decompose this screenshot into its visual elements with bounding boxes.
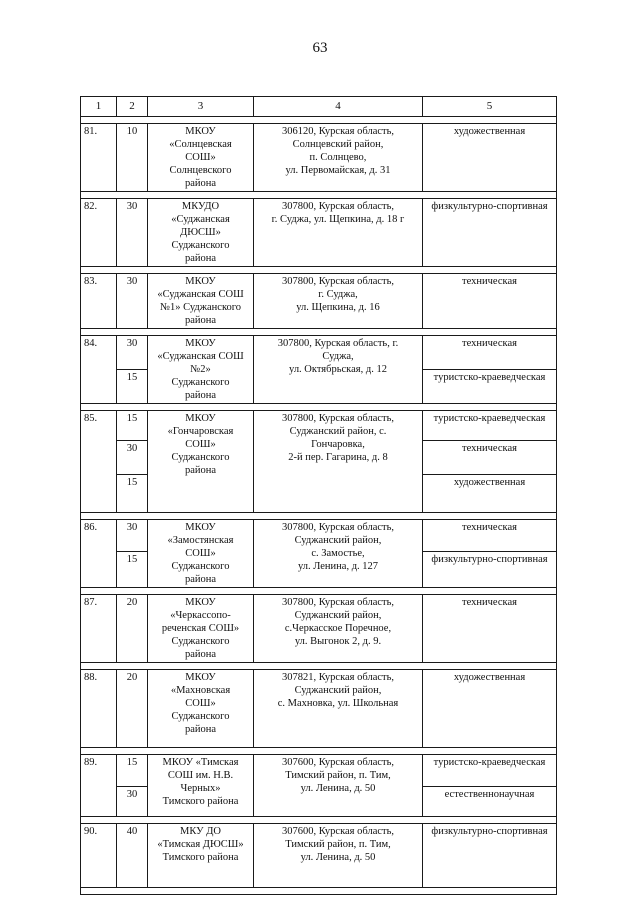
institution-name-line: СОШ» [185, 439, 216, 450]
institution-name-line: СОШ им. Н.В. [167, 770, 234, 781]
row-spacer [81, 663, 557, 670]
institution-address-line: Суджанский район, [294, 610, 382, 621]
spacer-cell [81, 329, 117, 336]
institutions-table [80, 96, 557, 895]
spacer-cell [81, 404, 117, 411]
institution-name-line: Суджанского [171, 711, 230, 722]
institution-name-line: МКОУ [185, 597, 216, 608]
header-cell-5: 5 [423, 97, 557, 117]
hours-cell: 20 [117, 670, 148, 748]
hours-cell: 30 [117, 199, 148, 267]
institution-address-line: Суджанский район, [294, 535, 382, 546]
institution-name-line: МКУ ДО [180, 826, 221, 837]
institution-address-line: 307800, Курская область, [281, 276, 395, 287]
spacer-cell [254, 588, 423, 595]
spacer-cell [148, 329, 254, 336]
spacer-cell [148, 192, 254, 199]
spacer-cell [117, 192, 148, 199]
institution-name-line: «Суджанская СОШ [157, 351, 244, 362]
table-header-row [81, 97, 557, 117]
hours-cell: 15 [117, 551, 148, 587]
spacer-cell [81, 588, 117, 595]
institution-name-line: МКОУ [185, 126, 216, 137]
spacer-cell [117, 329, 148, 336]
institution-name-line: района [184, 649, 217, 660]
hours-cell: 40 [117, 824, 148, 888]
hours-cell: 15 [117, 370, 148, 404]
row-spacer [81, 513, 557, 520]
institution-address-line: 307800, Курская область, [281, 201, 395, 212]
spacer-cell [117, 404, 148, 411]
institution-name [148, 755, 254, 817]
institution-address-line: с.Черкасское Поречное, [284, 623, 392, 634]
institution-name-line: СОШ» [185, 548, 216, 559]
institution-address [254, 520, 423, 588]
institution-name-line: МКОУ [185, 413, 216, 424]
institution-name-line: «Замостянская [167, 535, 234, 546]
spacer-cell [148, 117, 254, 124]
row-number: 82. [81, 199, 117, 267]
hours-cell: 30 [117, 274, 148, 329]
row-spacer [81, 588, 557, 595]
direction-cell: туристско-краеведческая [423, 411, 557, 441]
table-row [81, 755, 557, 787]
spacer-cell [254, 748, 423, 755]
spacer-cell [117, 117, 148, 124]
row-number: 83. [81, 274, 117, 329]
hours-cell: 15 [117, 475, 148, 513]
table-row [81, 520, 557, 552]
institution-address-line: 307800, Курская область, [281, 413, 395, 424]
institution-name-line: района [184, 724, 217, 735]
institution-address [254, 411, 423, 513]
institution-name-line: Суджанского [171, 452, 230, 463]
row-number: 84. [81, 336, 117, 404]
institution-name-line: района [184, 465, 217, 476]
institution-name-line: МКУДО [181, 201, 220, 212]
table-row [81, 670, 557, 748]
spacer-cell [423, 663, 557, 670]
row-number: 90. [81, 824, 117, 888]
row-spacer [81, 192, 557, 199]
institution-address-line: ул. Ленина, д. 50 [300, 852, 376, 863]
institution-name-line: ДЮСШ» [180, 227, 221, 238]
row-spacer [81, 748, 557, 755]
institution-address-line: ул. Выгонок 2, д. 9. [294, 636, 382, 647]
institution-address-line: ул. Первомайская, д. 31 [285, 165, 391, 176]
hours-cell: 10 [117, 124, 148, 192]
institution-address [254, 124, 423, 192]
spacer-cell [148, 817, 254, 824]
institution-name-line: «Суджанская [171, 214, 230, 225]
row-number: 85. [81, 411, 117, 513]
institution-name [148, 274, 254, 329]
spacer-cell [81, 888, 117, 895]
spacer-cell [423, 267, 557, 274]
spacer-cell [148, 588, 254, 595]
spacer-cell [117, 748, 148, 755]
institution-address-line: Гончаровка, [311, 439, 365, 450]
institution-address-line: п. Солнцево, [309, 152, 367, 163]
institution-address [254, 274, 423, 329]
spacer-cell [423, 817, 557, 824]
institution-address-line: Солнцевский район, [292, 139, 384, 150]
institution-name-line: МКОУ [185, 522, 216, 533]
row-spacer [81, 888, 557, 895]
spacer-cell [148, 267, 254, 274]
row-number: 89. [81, 755, 117, 817]
spacer-cell [148, 513, 254, 520]
spacer-cell [117, 817, 148, 824]
institution-address-line: 307800, Курская область, [281, 522, 395, 533]
institution-name-line: «Гончаровская [167, 426, 234, 437]
row-spacer [81, 404, 557, 411]
institution-address [254, 595, 423, 663]
institution-address-line: 306120, Курская область, [281, 126, 395, 137]
institution-name-line: МКОУ [185, 672, 216, 683]
hours-cell: 15 [117, 411, 148, 441]
institution-address-line: ул. Ленина, д. 127 [297, 561, 379, 572]
institution-address [254, 670, 423, 748]
direction-cell: техническая [423, 441, 557, 475]
hours-cell: 30 [117, 520, 148, 552]
header-cell-4: 4 [254, 97, 423, 117]
hours-cell: 30 [117, 336, 148, 370]
spacer-cell [148, 888, 254, 895]
institution-address-line: Суджанский район, [294, 685, 382, 696]
institution-address-line: 307600, Курская область, [281, 826, 395, 837]
spacer-cell [117, 513, 148, 520]
institution-name [148, 824, 254, 888]
institution-address-line: 2-й пер. Гагарина, д. 8 [288, 452, 388, 463]
institution-name-line: Суджанского [171, 561, 230, 572]
spacer-cell [254, 117, 423, 124]
direction-cell: туристско-краеведческая [423, 755, 557, 787]
institution-name-line: «Черкассопо- [170, 610, 231, 621]
institution-name [148, 670, 254, 748]
header-cell-3: 3 [148, 97, 254, 117]
institution-name-line: Суджанского [171, 240, 230, 251]
institution-name-line: «Тимская ДЮСШ» [157, 839, 244, 850]
spacer-cell [81, 192, 117, 199]
direction-cell: техническая [423, 595, 557, 663]
institution-name-line: Тимского района [162, 796, 239, 807]
direction-cell: художественная [423, 124, 557, 192]
institution-name-line: Суджанского [171, 377, 230, 388]
spacer-cell [423, 192, 557, 199]
direction-cell: физкультурно-спортивная [423, 824, 557, 888]
institution-name-line: района [184, 253, 217, 264]
spacer-cell [254, 513, 423, 520]
institution-address-line: 307821, Курская область, [281, 672, 395, 683]
spacer-cell [117, 663, 148, 670]
institution-name-line: МКОУ [185, 276, 216, 287]
header-cell-2: 2 [117, 97, 148, 117]
row-spacer [81, 329, 557, 336]
institution-name-line: МКОУ [185, 338, 216, 349]
direction-cell: художественная [423, 670, 557, 748]
institution-name-line: реченская СОШ» [161, 623, 240, 634]
table-row [81, 595, 557, 663]
row-number: 86. [81, 520, 117, 588]
institution-name-line: «Солнцевская [169, 139, 232, 150]
spacer-cell [81, 748, 117, 755]
spacer-cell [81, 663, 117, 670]
institution-name-line: №2» [190, 364, 211, 375]
row-spacer [81, 817, 557, 824]
institution-address [254, 824, 423, 888]
institution-address [254, 199, 423, 267]
spacer-cell [81, 817, 117, 824]
institution-name [148, 336, 254, 404]
row-spacer [81, 267, 557, 274]
spacer-cell [254, 888, 423, 895]
institution-name-line: «Махновская [170, 685, 231, 696]
spacer-cell [81, 267, 117, 274]
institution-address [254, 336, 423, 404]
institution-name-line: района [184, 315, 217, 326]
spacer-cell [81, 513, 117, 520]
table-row [81, 199, 557, 267]
institution-name-line: района [184, 390, 217, 401]
institution-address-line: Тимский район, п. Тим, [285, 770, 391, 781]
institution-address-line: с. Замостье, [311, 548, 365, 559]
institution-name-line: СОШ» [185, 152, 216, 163]
spacer-cell [423, 888, 557, 895]
page-number: 63 [312, 40, 328, 56]
spacer-cell [423, 588, 557, 595]
institution-name-line: Черных» [180, 783, 221, 794]
table-row [81, 124, 557, 192]
institution-address-line: ул. Щепкина, д. 16 [296, 302, 380, 313]
spacer-cell [254, 404, 423, 411]
spacer-cell [148, 663, 254, 670]
institution-name-line: СОШ» [185, 698, 216, 709]
institution-address-line: с. Махновка, ул. Школьная [277, 698, 399, 709]
direction-cell: техническая [423, 520, 557, 552]
spacer-cell [254, 663, 423, 670]
header-cell-1: 1 [81, 97, 117, 117]
institution-address-line: ул. Ленина, д. 50 [300, 783, 376, 794]
hours-cell: 20 [117, 595, 148, 663]
row-spacer [81, 117, 557, 124]
institution-address-line: Тимский район, п. Тим, [285, 839, 391, 850]
spacer-cell [423, 329, 557, 336]
institution-name-line: района [184, 574, 217, 585]
spacer-cell [423, 748, 557, 755]
institution-name [148, 520, 254, 588]
table-row [81, 274, 557, 329]
institution-address-line: 307800, Курская область, г. [277, 338, 399, 349]
spacer-cell [423, 404, 557, 411]
spacer-cell [254, 192, 423, 199]
spacer-cell [254, 329, 423, 336]
institution-address-line: 307800, Курская область, [281, 597, 395, 608]
institution-address-line: 307600, Курская область, [281, 757, 395, 768]
spacer-cell [148, 748, 254, 755]
institution-address [254, 755, 423, 817]
direction-cell: физкультурно-спортивная [423, 551, 557, 587]
hours-cell: 30 [117, 787, 148, 817]
row-number: 81. [81, 124, 117, 192]
institution-address-line: Суджанский район, с. [289, 426, 387, 437]
spacer-cell [81, 117, 117, 124]
spacer-cell [423, 513, 557, 520]
direction-cell: техническая [423, 274, 557, 329]
institution-name [148, 595, 254, 663]
spacer-cell [148, 404, 254, 411]
row-number: 88. [81, 670, 117, 748]
institution-name-line: Суджанского [171, 636, 230, 647]
institution-name-line: №1» Суджанского [159, 302, 242, 313]
institution-name-line: «Суджанская СОШ [157, 289, 244, 300]
institution-name [148, 124, 254, 192]
institution-address-line: г. Суджа, [318, 289, 358, 300]
spacer-cell [117, 588, 148, 595]
institution-name [148, 199, 254, 267]
table-row [81, 824, 557, 888]
institution-address-line: г. Суджа, ул. Щепкина, д. 18 г [271, 214, 405, 225]
table-row [81, 411, 557, 441]
spacer-cell [423, 117, 557, 124]
institution-name-line: Солнцевского [169, 165, 232, 176]
institution-address-line: ул. Октябрьская, д. 12 [289, 364, 387, 375]
institution-address-line: Суджа, [322, 351, 354, 362]
direction-cell: туристско-краеведческая [423, 370, 557, 404]
direction-cell: техническая [423, 336, 557, 370]
institution-name-line: МКОУ «Тимская [162, 757, 239, 768]
hours-cell: 30 [117, 441, 148, 475]
table-row [81, 336, 557, 370]
institution-name [148, 411, 254, 513]
institution-name-line: района [184, 178, 217, 189]
spacer-cell [117, 267, 148, 274]
direction-cell: естественнонаучная [423, 787, 557, 817]
row-number: 87. [81, 595, 117, 663]
direction-cell: физкультурно-спортивная [423, 199, 557, 267]
spacer-cell [117, 888, 148, 895]
institution-name-line: Тимского района [162, 852, 239, 863]
hours-cell: 15 [117, 755, 148, 787]
spacer-cell [254, 267, 423, 274]
direction-cell: художественная [423, 475, 557, 513]
spacer-cell [254, 817, 423, 824]
